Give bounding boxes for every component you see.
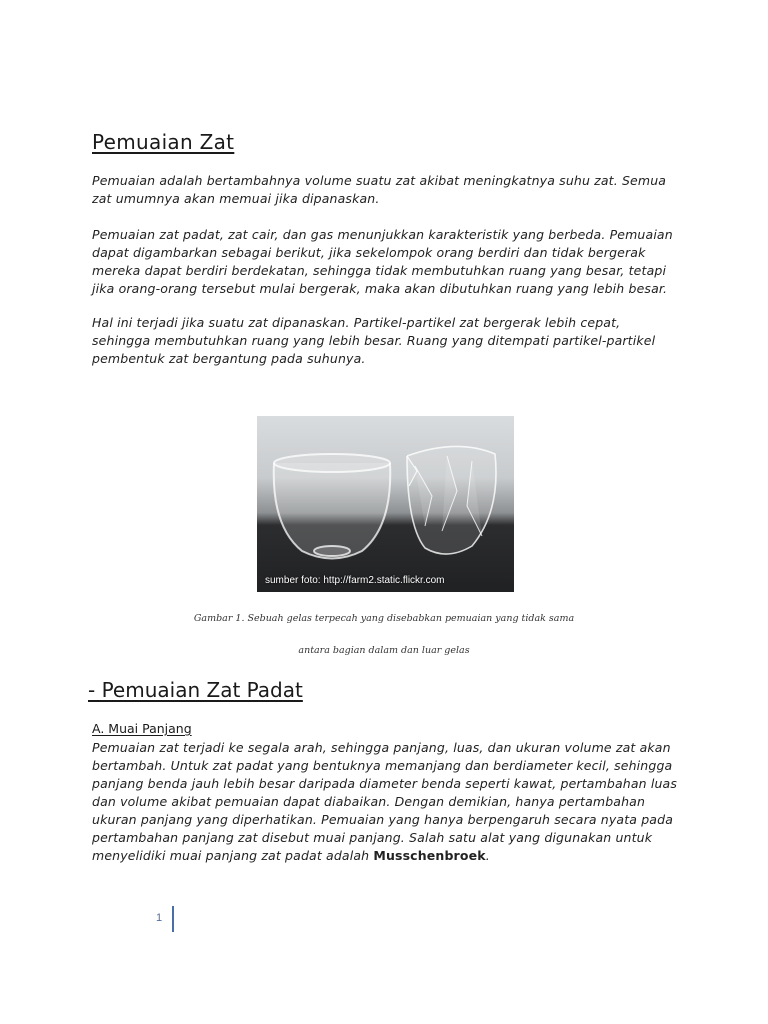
musschenbroek-term: Musschenbroek [373, 848, 486, 863]
intact-glass-shape [274, 454, 391, 559]
paragraph-1: Pemuaian adalah bertambahnya volume suatu zat akibat meningkatnya suhu zat. Semua zat umumnya akan memuai jika dipanaskan. [92, 173, 667, 206]
subsection-text: Pemuaian zat terjadi ke segala arah, sehingga panjang, luas, dan ukuran volume zat akan bertambah. Untuk zat padat yang bentuknya memanjang dan berdiameter kecil, sehingga panjang benda jauh lebih besar daripada diameter benda seperti kawat, pertambahan luas dan volume akibat pemuaian dapat diabaikan. Dengan demikian, hanya pertambahan ukuran panjang yang diperhatikan. Pemuaian yang hanya berpengaruh secara nyata pada pertambahan panjang zat disebut muai panjang. Salah satu alat yang digunakan untuk menyelidiki muai panjang zat padat adalah [92, 740, 678, 863]
photo-credit: sumber foto: http://farm2.static.flickr.com [265, 575, 445, 586]
section-heading: - Pemuaian Zat Padat [88, 678, 303, 702]
subsection-paragraph [92, 739, 682, 865]
figure-photo [257, 416, 514, 592]
page-number-rule [172, 906, 174, 932]
broken-glass-shape [407, 446, 496, 554]
subsection-end: . [485, 848, 490, 863]
paragraph-3: Hal ini terjadi jika suatu zat dipanaskan. Partikel-partikel zat bergerak lebih cepat, sehingga membutuhkan ruang yang lebih besar. Ruang yang ditempati partikel-partikel pembentuk zat bergantung pada suhunya. [92, 315, 656, 366]
paragraph-2: Pemuaian zat padat, zat cair, dan gas menunjukkan karakteristik yang berbeda. Pemuaian dapat digambarkan sebagai berikut, jika sekelompok orang berdiri dan tidak bergerak mereka dapat berdiri berdekatan, sehingga tidak membutuhkan ruang yang besar, tetapi jika orang-orang tersebut mulai bergerak, maka akan dibutuhkan ruang yang lebih besar. [92, 227, 673, 296]
broken-glass-illustration [257, 416, 514, 592]
page-number: 1 [156, 912, 163, 924]
figure-caption-line2: antara bagian dalam dan luar gelas [298, 645, 470, 656]
page-title: Pemuaian Zat [92, 130, 235, 154]
figure-caption-line1: Gambar 1. Sebuah gelas terpecah yang disebabkan pemuaian yang tidak sama [193, 613, 575, 624]
subsection-heading: A. Muai Panjang [92, 721, 192, 736]
